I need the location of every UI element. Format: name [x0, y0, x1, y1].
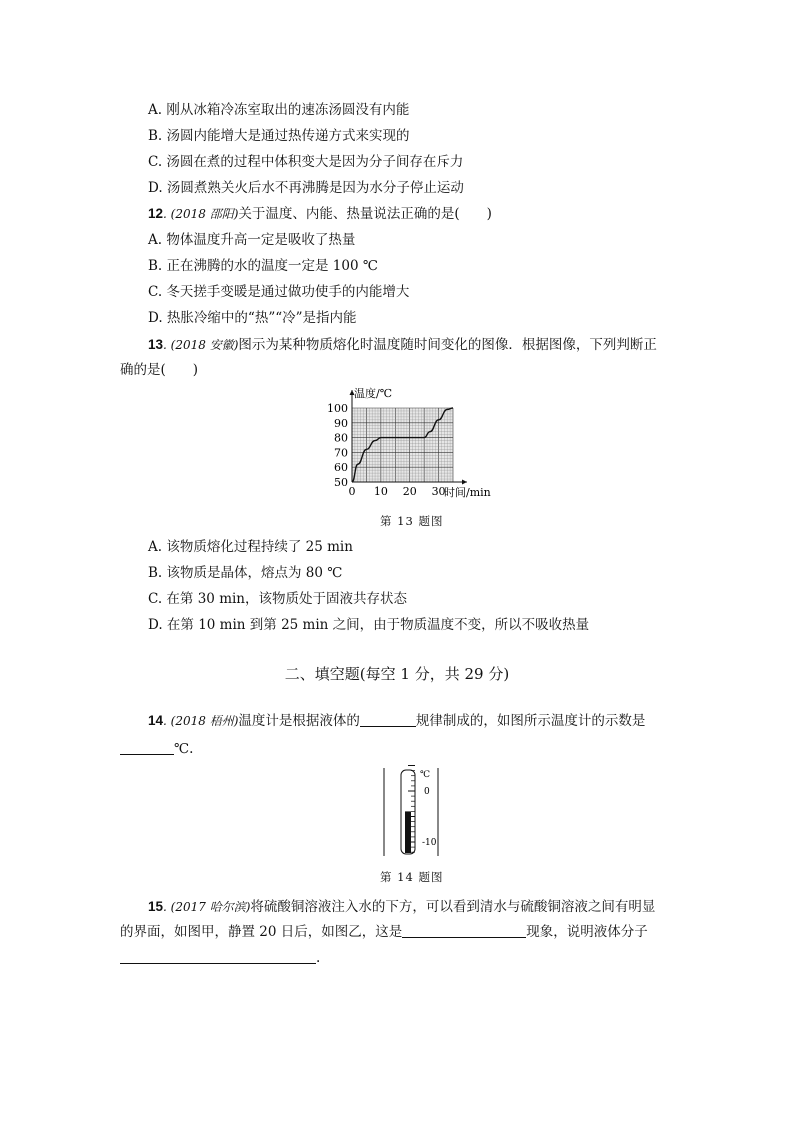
q15-source: . (2017 哈尔滨) — [163, 900, 251, 914]
chart-x-tick-label: 20 — [402, 485, 417, 498]
section-fill-in-blank-title: 二、填空题(每空 1 分，共 29 分) — [284, 665, 510, 683]
q15-line2 — [120, 923, 648, 941]
q13-option-b: B. 该物质是晶体，熔点为 80 ℃ — [148, 565, 343, 581]
q13-number: 13 — [148, 337, 164, 352]
chart-x-axis-arrow — [462, 480, 467, 485]
thermometer-figure — [378, 764, 444, 860]
q13-stem-continued: 确的是( ) — [120, 362, 199, 378]
chart-x-tick-label: 30 — [431, 485, 446, 498]
q11-option-c: C. 汤圆在煮的过程中体积变大是因为分子间存在斥力 — [148, 154, 464, 170]
q12-source: . (2018 邵阳) — [163, 207, 239, 221]
q12-number: 12 — [148, 206, 164, 221]
q14-stem — [148, 712, 645, 730]
chart-grid-background — [352, 408, 453, 482]
q15-line2a: 的界面，如图甲，静置 20 日后，如图乙，这是 — [120, 924, 403, 940]
q13-figure-caption: 第 13 题图 — [380, 514, 444, 528]
q11-option-b: B. 汤圆内能增大是通过热传递方式来实现的 — [148, 128, 410, 144]
chart-y-tick-label: 50 — [334, 476, 348, 489]
melting-temperature-chart — [318, 384, 508, 502]
q13-stem — [148, 336, 657, 354]
thermometer-liquid-column — [405, 811, 411, 853]
chart-y-tick-label: 60 — [334, 461, 348, 475]
q13-stem-text: 图示为某种物质熔化时温度随时间变化的图像．根据图像，下列判断正 — [238, 337, 657, 353]
q15-line1: 将硫酸铜溶液注入水的下方，可以看到清水与硫酸铜溶液之间有明显 — [250, 899, 656, 915]
q13-source: . (2018 安徽) — [163, 338, 239, 352]
q11-option-a: A. 刚从冰箱冷冻室取出的速冻汤圆没有内能 — [148, 102, 410, 118]
q14-number: 14 — [148, 713, 164, 728]
q12-option-b: B. 正在沸腾的水的温度一定是 100 ℃ — [148, 258, 378, 274]
q14-stem-continued — [120, 740, 193, 758]
q14-text-c: ℃. — [174, 741, 194, 757]
chart-x-tick-label: 0 — [348, 485, 356, 498]
thermometer-label-neg10: -10 — [422, 838, 437, 848]
chart-y-tick-label: 80 — [334, 431, 348, 445]
q15-blank-2[interactable] — [120, 949, 316, 964]
q12-option-c: C. 冬天搓手变暖是通过做功使手的内能增大 — [148, 284, 410, 300]
chart-x-tick-label: 10 — [373, 485, 388, 498]
q15-line3 — [120, 949, 320, 967]
q12-stem — [148, 205, 492, 223]
q12-stem-text: 关于温度、内能、热量说法正确的是( ) — [238, 206, 492, 222]
chart-y-axis-label: 温度/℃ — [354, 387, 393, 400]
q15-stem — [148, 898, 655, 916]
thermometer-unit: ℃ — [420, 770, 431, 780]
chart-y-tick-label: 90 — [334, 416, 348, 430]
q15-number: 15 — [148, 899, 164, 914]
chart-y-tick-label: 100 — [327, 402, 348, 415]
q13-option-d: D. 在第 10 min 到第 25 min 之间，由于物质温度不变，所以不吸收热量 — [148, 617, 590, 633]
q14-blank-1[interactable] — [360, 712, 416, 727]
q15-blank-1[interactable] — [402, 923, 526, 938]
chart-y-tick-label: 70 — [334, 446, 348, 460]
q13-option-a: A. 该物质熔化过程持续了 25 min — [148, 539, 353, 555]
chart-grid — [352, 408, 453, 482]
q15-line3-end: . — [316, 950, 321, 966]
thermometer-label-0: 0 — [424, 787, 430, 797]
q14-text-a: 温度计是根据液体的 — [238, 713, 360, 729]
q15-line2b: 现象，说明液体分子 — [526, 924, 648, 940]
chart-x-axis-label: 时间/min — [444, 486, 491, 499]
q11-option-d: D. 汤圆煮熟关火后水不再沸腾是因为水分子停止运动 — [148, 180, 464, 196]
q14-source: . (2018 梧州) — [163, 714, 239, 728]
q14-text-b: 规律制成的，如图所示温度计的示数是 — [415, 713, 646, 729]
q14-figure-caption: 第 14 题图 — [380, 870, 444, 884]
q12-option-d: D. 热胀冷缩中的“热”“冷”是指内能 — [148, 310, 357, 326]
q12-option-a: A. 物体温度升高一定是吸收了热量 — [148, 232, 356, 248]
q13-option-c: C. 在第 30 min，该物质处于固液共存状态 — [148, 591, 408, 607]
q14-blank-2[interactable] — [120, 740, 174, 755]
